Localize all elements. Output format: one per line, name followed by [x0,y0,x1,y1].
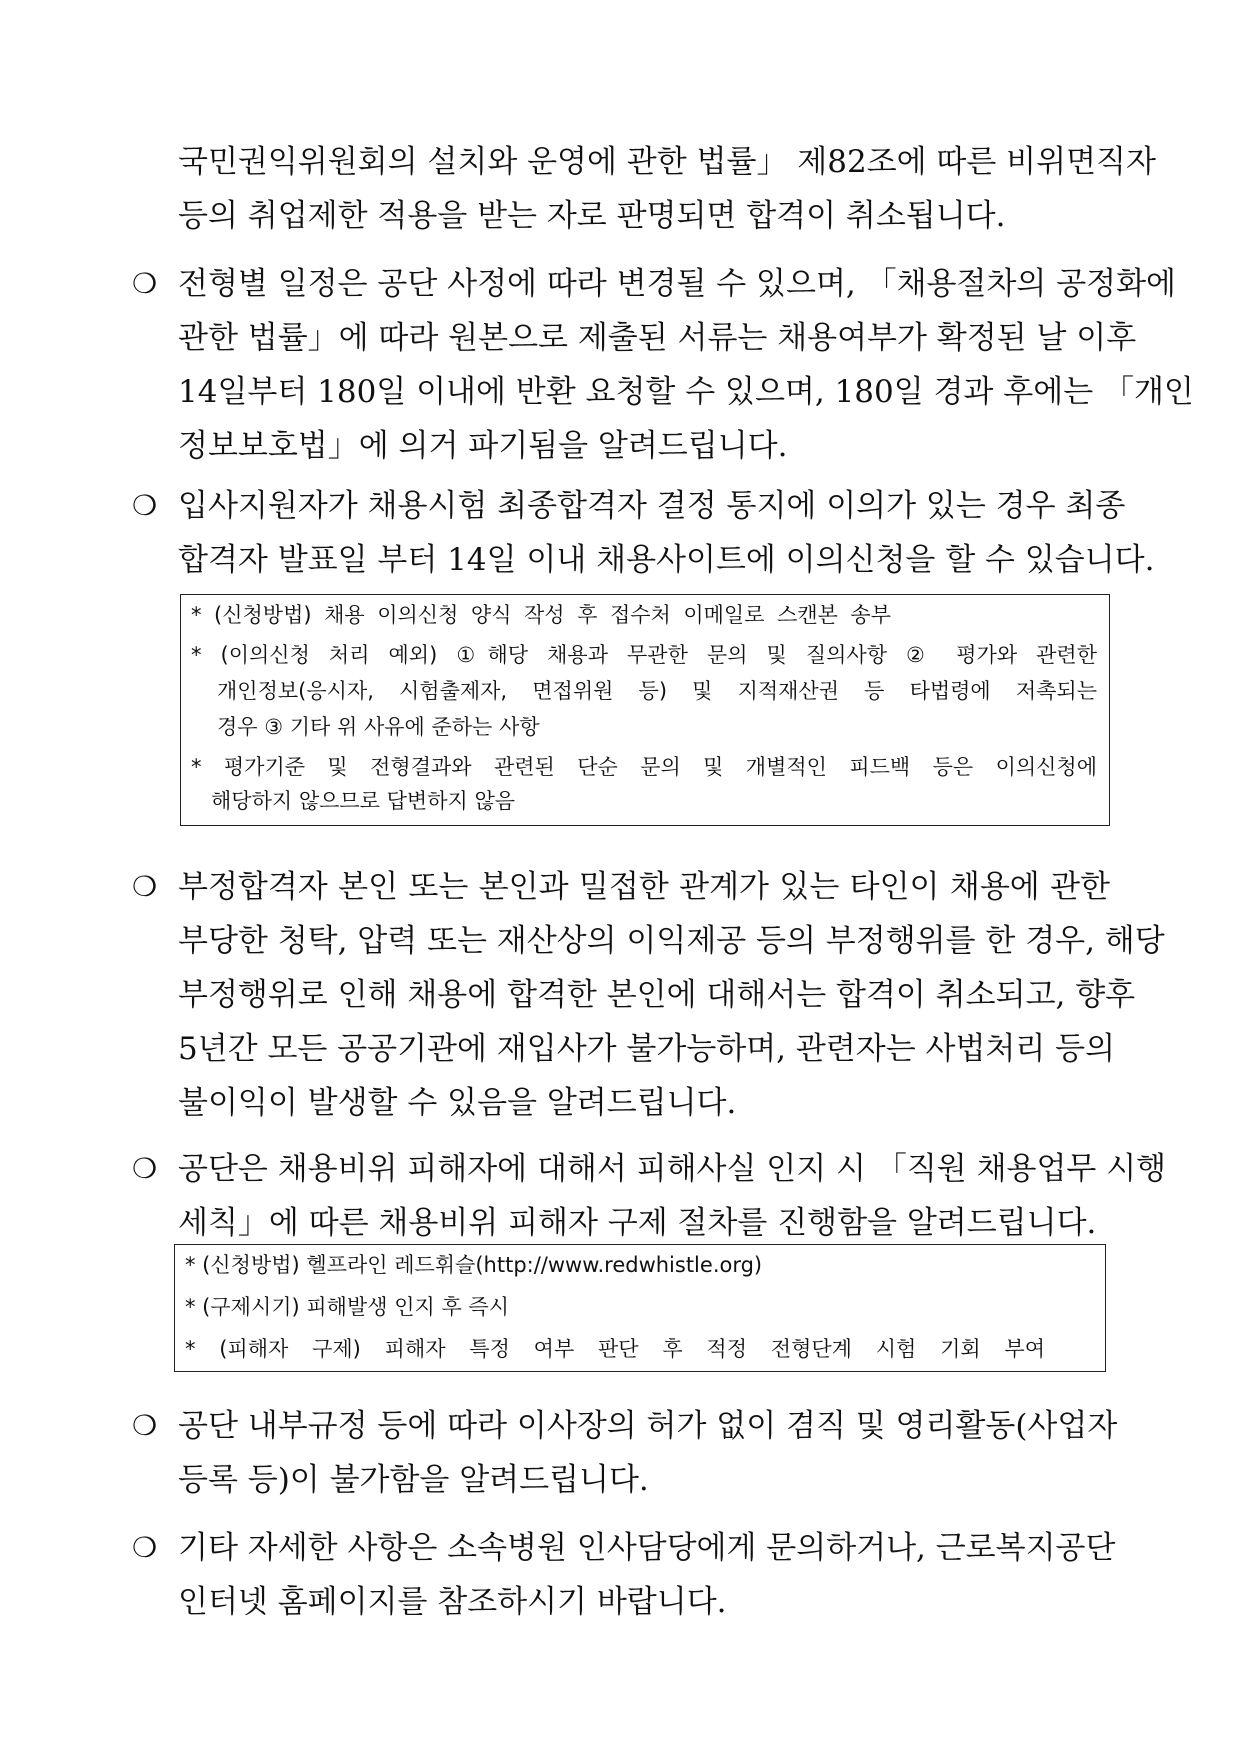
bullet-circle-icon: ❍ [132,1409,158,1442]
text-line: 부정합격자 본인 또는 본인과 밀접한 관계가 있는 타인이 채용에 관한 [178,869,1110,905]
text-line: 세칙」에 따른 채용비위 피해자 구제 절차를 진행함을 알려드립니다. [178,1205,1097,1241]
bullet-circle-icon: ❍ [132,1531,158,1564]
text-line: 정보보호법」에 의거 파기됨을 알려드립니다. [178,428,788,464]
text-line: 입사지원자가 채용시험 최종합격자 결정 통지에 이의가 있는 경우 최종 [178,488,1126,524]
note-line: 해당하지 않으므로 답변하지 않음 [211,789,516,813]
text-line: 관한 법률」에 따라 원본으로 제출된 서류는 채용여부가 확정된 날 이후 [178,320,1137,356]
text-line: 부당한 청탁, 압력 또는 재산상의 이익제공 등의 부정행위를 한 경우, 해당 [178,923,1165,959]
note-line: * (신청방법) 채용 이의신청 양식 작성 후 접수처 이메일로 스캔본 송부 [191,603,891,627]
note-line: * (피해자 구제) 피해자 특정 여부 판단 후 적정 전형단계 시험 기회 부여 [185,1337,1045,1361]
bullet-circle-icon: ❍ [132,1152,158,1185]
text-line: 합격자 발표일 부터 14일 이내 채용사이트에 이의신청을 할 수 있습니다. [178,542,1155,578]
bullet-circle-icon: ❍ [132,267,158,300]
note-box-victim [174,1244,1106,1372]
text-line: 5년간 모든 공공기관에 재입사가 불가능하며, 관련자는 사법처리 등의 [178,1031,1116,1067]
note-line: * (이의신청 처리 예외) ①해당 채용과 무관한 문의 및 질의사항 ② 평가와 관련한 [191,643,1097,667]
text-line: 부정행위로 인해 채용에 합격한 본인에 대해서는 합격이 취소되고, 향후 [178,977,1136,1013]
text-line: 인터넷 홈페이지를 참조하시기 바랍니다. [178,1584,727,1620]
note-line: 경우 ③ 기타 위 사유에 준하는 사항 [217,715,540,739]
text-line: 기타 자세한 사항은 소속병원 인사담당에게 문의하거나, 근로복지공단 [178,1530,1116,1566]
text-line: 국민권익위원회의 설치와 운영에 관한 법률」 제82조에 따른 비위면직자 [178,144,1156,180]
note-line: * 평가기준 및 전형결과와 관련된 단순 문의 및 개별적인 피드백 등은 이의신청에 [191,755,1097,779]
bullet-circle-icon: ❍ [132,870,158,903]
note-line: 개인정보(응시자, 시험출제자, 면접위원 등) 및 지적재산권 등 타법령에 저촉되는 [217,679,1097,703]
bullet-circle-icon: ❍ [132,489,158,522]
note-box-objection [180,594,1110,826]
text-line: 불이익이 발생할 수 있음을 알려드립니다. [178,1085,737,1121]
note-line: * (신청방법) 헬프라인 레드휘슬(http://www.redwhistle.org) [185,1253,763,1277]
text-line: 14일부터 180일 이내에 반환 요청할 수 있으며, 180일 경과 후에는 「개인 [178,374,1194,410]
note-line: * (구제시기) 피해발생 인지 후 즉시 [185,1295,509,1319]
text-line: 등의 취업제한 적용을 받는 자로 판명되면 합격이 취소됩니다. [178,198,1006,234]
text-line: 전형별 일정은 공단 사정에 따라 변경될 수 있으며, 「채용절차의 공정화에 [178,266,1176,302]
text-line: 공단은 채용비위 피해자에 대해서 피해사실 인지 시 「직원 채용업무 시행 [178,1151,1167,1187]
text-line: 공단 내부규정 등에 따라 이사장의 허가 없이 겸직 및 영리활동(사업자 [178,1408,1118,1444]
text-line: 등록 등)이 불가함을 알려드립니다. [178,1462,649,1498]
